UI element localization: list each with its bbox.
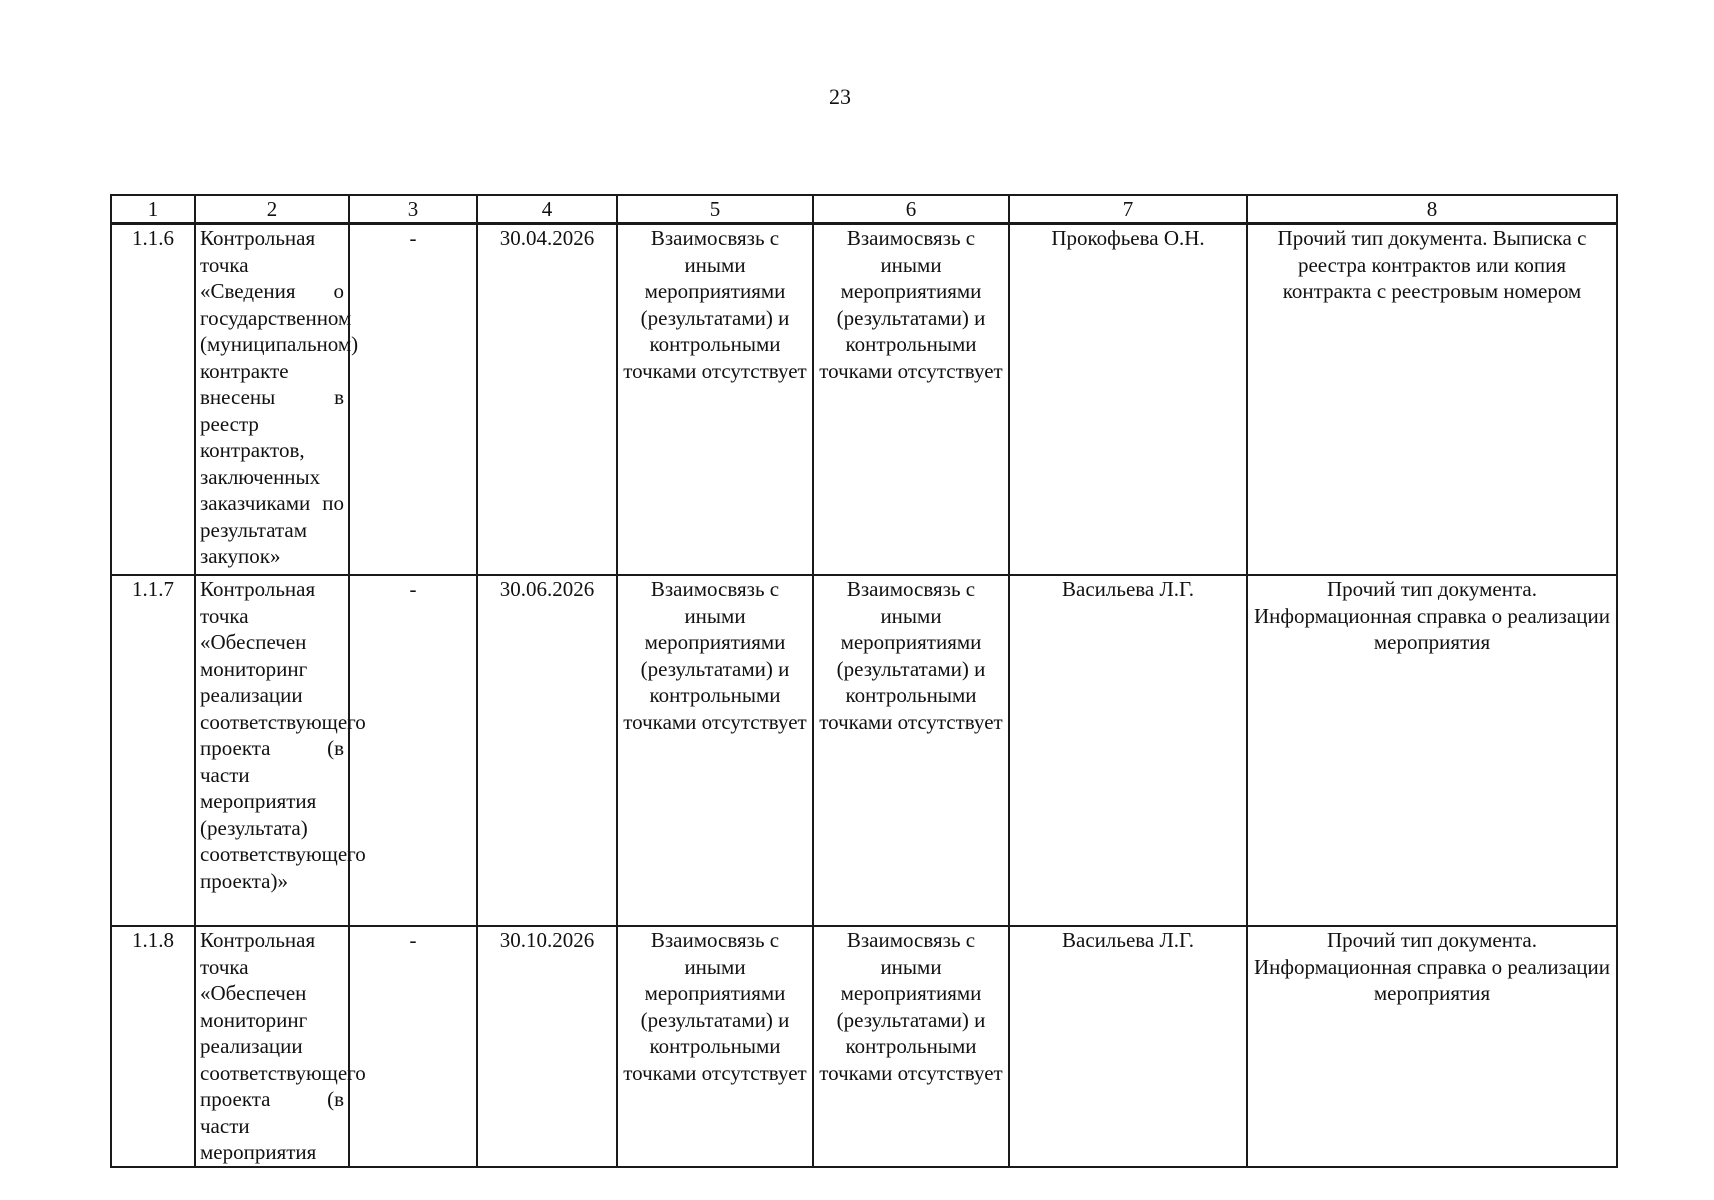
responsible-person: Васильева Л.Г. [1009,926,1247,1167]
event-name: Контрольная точка «Обеспечен мониторинг реализации соответствующего проекта (в части мероприятия (результата) соответствующего проекта)» [195,575,349,926]
document-type: Прочий тип документа. Выписка с реестра контрактов или копия контракта с реестровым номером [1247,224,1617,576]
header-row [111,195,1617,224]
table-body [111,224,1617,1167]
header-cell-5: 5 [617,195,813,224]
header-cell-1: 1 [111,195,195,224]
relation-col5: Взаимосвязь с иными мероприятиями (результатами) и контрольными точками отсутствует [617,926,813,1167]
row-number: 1.1.7 [111,575,195,926]
due-date: 30.10.2026 [477,926,617,1167]
header-cell-8: 8 [1247,195,1617,224]
event-name: Контрольная точка «Обеспечен мониторинг реализации соответствующего проекта (в части мероприятия [195,926,349,1167]
relation-col5: Взаимосвязь с иными мероприятиями (результатами) и контрольными точками отсутствует [617,575,813,926]
due-date: 30.04.2026 [477,224,617,576]
col3-value: - [349,926,477,1167]
table-row [111,926,1617,1167]
header-cell-4: 4 [477,195,617,224]
header-cell-2: 2 [195,195,349,224]
col3-value: - [349,224,477,576]
event-name: Контрольная точка «Сведения о государственном (муниципальном) контракте внесены в реестр контрактов, заключенных заказчиками по результатам закупок» [195,224,349,576]
responsible-person: Прокофьева О.Н. [1009,224,1247,576]
relation-col6: Взаимосвязь с иными мероприятиями (результатами) и контрольными точками отсутствует [813,575,1009,926]
relation-col6: Взаимосвязь с иными мероприятиями (результатами) и контрольными точками отсутствует [813,926,1009,1167]
page-number: 23 [829,84,851,109]
col3-value: - [349,575,477,926]
table-row [111,575,1617,926]
row-number: 1.1.8 [111,926,195,1167]
document-type: Прочий тип документа. Информационная справка о реализации мероприятия [1247,926,1617,1167]
header-cell-7: 7 [1009,195,1247,224]
table-header [111,195,1617,224]
header-cell-3: 3 [349,195,477,224]
document-type: Прочий тип документа. Информационная справка о реализации мероприятия [1247,575,1617,926]
row-number: 1.1.6 [111,224,195,576]
data-table [110,194,1618,1168]
responsible-person: Васильева Л.Г. [1009,575,1247,926]
relation-col5: Взаимосвязь с иными мероприятиями (результатами) и контрольными точками отсутствует [617,224,813,576]
header-cell-6: 6 [813,195,1009,224]
due-date: 30.06.2026 [477,575,617,926]
table-row [111,224,1617,576]
relation-col6: Взаимосвязь с иными мероприятиями (результатами) и контрольными точками отсутствует [813,224,1009,576]
